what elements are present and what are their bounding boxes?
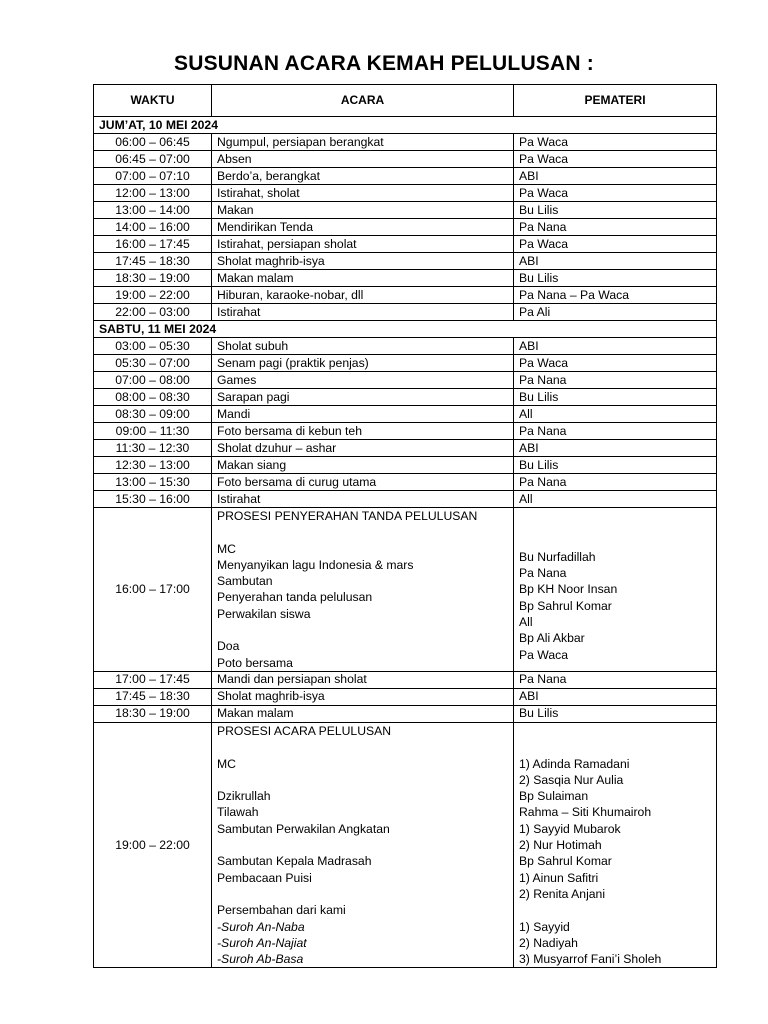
event-cell: Istirahat, persiapan sholat — [212, 236, 514, 253]
event-line: Doa — [217, 639, 240, 654]
time-cell: 05:30 – 07:00 — [94, 355, 212, 372]
time-cell: 06:45 – 07:00 — [94, 151, 212, 168]
time-cell: 07:00 – 08:00 — [94, 372, 212, 389]
time-cell: 09:00 – 11:30 — [94, 423, 212, 440]
event-line: -Suroh An-Najiat — [217, 935, 307, 950]
event-cell: Sholat maghrib-isya — [212, 688, 514, 705]
event-cell: Mendirikan Tenda — [212, 219, 514, 236]
time-cell: 11:30 – 12:30 — [94, 440, 212, 457]
speaker-cell: Pa Waca — [514, 151, 717, 168]
speaker-list-cell — [514, 508, 717, 672]
event-cell: Mandi — [212, 406, 514, 423]
event-cell: Games — [212, 372, 514, 389]
header-acara: ACARA — [212, 85, 514, 117]
time-cell: 12:00 – 13:00 — [94, 185, 212, 202]
event-list-cell — [212, 508, 514, 672]
schedule-row — [94, 151, 717, 168]
speaker-line: Bp Ali Akbar — [519, 631, 585, 646]
event-line: Penyerahan tanda pelulusan — [217, 590, 373, 605]
schedule-table — [93, 84, 717, 968]
speaker-line: Bu Nurfadillah — [519, 549, 596, 564]
line-gap — [519, 739, 711, 755]
line-gap — [217, 622, 508, 638]
speaker-line: Bp KH Noor Insan — [519, 582, 618, 597]
speaker-cell: Pa Waca — [514, 236, 717, 253]
speaker-cell: Pa Ali — [514, 304, 717, 321]
speaker-cell: Pa Nana – Pa Waca — [514, 287, 717, 304]
line-gap — [217, 739, 508, 755]
line-gap — [217, 772, 508, 788]
schedule-row — [94, 457, 717, 474]
speaker-line: All — [519, 614, 533, 629]
time-cell: 03:00 – 05:30 — [94, 338, 212, 355]
schedule-row — [94, 219, 717, 236]
day-label: JUM’AT, 10 MEI 2024 — [94, 117, 717, 134]
event-cell: Makan malam — [212, 270, 514, 287]
schedule-row — [94, 372, 717, 389]
speaker-cell: ABI — [514, 440, 717, 457]
schedule-row — [94, 389, 717, 406]
time-cell: 07:00 – 07:10 — [94, 168, 212, 185]
time-cell: 22:00 – 03:00 — [94, 304, 212, 321]
event-line: Perwakilan siswa — [217, 606, 311, 621]
header-waktu: WAKTU — [94, 85, 212, 117]
speaker-line: 1) Sayyid Mubarok — [519, 821, 621, 836]
event-cell: Istirahat — [212, 304, 514, 321]
event-cell: Sholat subuh — [212, 338, 514, 355]
event-cell: Makan siang — [212, 457, 514, 474]
event-cell: Foto bersama di kebun teh — [212, 423, 514, 440]
document-title: SUSUNAN ACARA KEMAH PELULUSAN : — [174, 52, 594, 75]
schedule-row — [94, 688, 717, 705]
time-cell: 19:00 – 22:00 — [94, 722, 212, 967]
event-line: MC — [217, 541, 236, 556]
program-block-row — [94, 722, 717, 967]
event-cell: Foto bersama di curug utama — [212, 474, 514, 491]
speaker-cell: ABI — [514, 688, 717, 705]
event-line: Sambutan — [217, 574, 273, 589]
speaker-cell: ABI — [514, 253, 717, 270]
event-line: Sambutan Kepala Madrasah — [217, 854, 372, 869]
event-line: Dzikrullah — [217, 789, 271, 804]
event-line: Sambutan Perwakilan Angkatan — [217, 821, 390, 836]
schedule-row — [94, 705, 717, 722]
speaker-cell: All — [514, 491, 717, 508]
schedule-row — [94, 185, 717, 202]
header-row — [94, 85, 717, 117]
schedule-row — [94, 270, 717, 287]
speaker-cell: Pa Nana — [514, 219, 717, 236]
line-gap — [217, 837, 508, 853]
speaker-line: 1) Sayyid — [519, 919, 570, 934]
time-cell: 08:30 – 09:00 — [94, 406, 212, 423]
speaker-line: 2) Nur Hotimah — [519, 838, 602, 853]
speaker-line: Bp Sahrul Komar — [519, 598, 612, 613]
time-cell: 16:00 – 17:00 — [94, 508, 212, 672]
line-gap — [217, 524, 508, 540]
speaker-line: Rahma – Siti Khumairoh — [519, 805, 652, 820]
schedule-row — [94, 202, 717, 219]
schedule-body — [94, 117, 717, 968]
day-header-row — [94, 321, 717, 338]
speaker-cell: All — [514, 406, 717, 423]
schedule-row — [94, 338, 717, 355]
time-cell: 18:30 – 19:00 — [94, 270, 212, 287]
speaker-cell: Pa Waca — [514, 355, 717, 372]
schedule-row — [94, 236, 717, 253]
event-line: -Suroh Ab-Basa — [217, 952, 304, 967]
speaker-cell: Bu Lilis — [514, 389, 717, 406]
schedule-row — [94, 134, 717, 151]
event-cell: Berdo’a, berangkat — [212, 168, 514, 185]
event-cell: Istirahat — [212, 491, 514, 508]
day-label: SABTU, 11 MEI 2024 — [94, 321, 717, 338]
speaker-cell: Pa Nana — [514, 372, 717, 389]
time-cell: 17:45 – 18:30 — [94, 688, 212, 705]
schedule-row — [94, 287, 717, 304]
speaker-cell: Pa Nana — [514, 423, 717, 440]
speaker-cell: Bu Lilis — [514, 270, 717, 287]
event-list-cell — [212, 722, 514, 967]
line-gap — [217, 886, 508, 902]
time-cell: 19:00 – 22:00 — [94, 287, 212, 304]
speaker-line: 2) Renita Anjani — [519, 886, 606, 901]
speaker-cell: Bu Lilis — [514, 202, 717, 219]
schedule-row — [94, 406, 717, 423]
time-cell: 13:00 – 15:30 — [94, 474, 212, 491]
schedule-row — [94, 491, 717, 508]
speaker-line: 1) Ainun Safitri — [519, 870, 599, 885]
speaker-list-cell — [514, 722, 717, 967]
event-line: Pembacaan Puisi — [217, 870, 312, 885]
schedule-row — [94, 440, 717, 457]
event-line: Tilawah — [217, 805, 259, 820]
event-block-title: PROSESI ACARA PELULUSAN — [217, 723, 392, 738]
time-cell: 17:00 – 17:45 — [94, 671, 212, 688]
time-cell: 13:00 – 14:00 — [94, 202, 212, 219]
event-cell: Makan malam — [212, 705, 514, 722]
event-cell: Sholat dzuhur – ashar — [212, 440, 514, 457]
speaker-cell: Bu Lilis — [514, 457, 717, 474]
event-line: Persembahan dari kami — [217, 903, 346, 918]
time-cell: 16:00 – 17:45 — [94, 236, 212, 253]
speaker-cell: ABI — [514, 168, 717, 185]
speaker-cell: ABI — [514, 338, 717, 355]
event-line: Menyanyikan lagu Indonesia & mars — [217, 557, 414, 572]
line-gap — [519, 532, 711, 548]
speaker-line: Bp Sahrul Komar — [519, 854, 612, 869]
speaker-line: Pa Nana — [519, 566, 567, 581]
event-cell: Sarapan pagi — [212, 389, 514, 406]
line-gap — [519, 723, 711, 739]
speaker-line: 2) Sasqia Nur Aulia — [519, 772, 624, 787]
event-line: MC — [217, 756, 236, 771]
event-line: -Suroh An-Naba — [217, 919, 305, 934]
speaker-line: 1) Adinda Ramadani — [519, 756, 630, 771]
event-cell: Istirahat, sholat — [212, 185, 514, 202]
speaker-cell: Bu Lilis — [514, 705, 717, 722]
header-pemateri: PEMATERI — [514, 85, 717, 117]
line-gap — [519, 516, 711, 532]
event-cell: Mandi dan persiapan sholat — [212, 671, 514, 688]
program-block-row — [94, 508, 717, 672]
time-cell: 15:30 – 16:00 — [94, 491, 212, 508]
time-cell: 17:45 – 18:30 — [94, 253, 212, 270]
event-line: Poto bersama — [217, 655, 293, 670]
line-gap — [519, 902, 711, 918]
schedule-row — [94, 168, 717, 185]
time-cell: 06:00 – 06:45 — [94, 134, 212, 151]
time-cell: 18:30 – 19:00 — [94, 705, 212, 722]
event-cell: Ngumpul, persiapan berangkat — [212, 134, 514, 151]
day-header-row — [94, 117, 717, 134]
schedule-row — [94, 671, 717, 688]
event-cell: Makan — [212, 202, 514, 219]
event-block-title: PROSESI PENYERAHAN TANDA PELULUSAN — [217, 509, 478, 523]
speaker-line: Pa Waca — [519, 647, 568, 662]
speaker-line: 3) Musyarrof Fani’i Sholeh — [519, 952, 662, 967]
schedule-row — [94, 304, 717, 321]
speaker-cell: Pa Waca — [514, 185, 717, 202]
speaker-line: 2) Nadiyah — [519, 935, 578, 950]
speaker-cell: Pa Nana — [514, 671, 717, 688]
speaker-line: Bp Sulaiman — [519, 789, 589, 804]
speaker-cell: Pa Waca — [514, 134, 717, 151]
schedule-row — [94, 253, 717, 270]
event-cell: Hiburan, karaoke-nobar, dll — [212, 287, 514, 304]
event-cell: Absen — [212, 151, 514, 168]
time-cell: 14:00 – 16:00 — [94, 219, 212, 236]
schedule-row — [94, 423, 717, 440]
speaker-cell: Pa Nana — [514, 474, 717, 491]
time-cell: 08:00 – 08:30 — [94, 389, 212, 406]
event-cell: Sholat maghrib-isya — [212, 253, 514, 270]
time-cell: 12:30 – 13:00 — [94, 457, 212, 474]
schedule-row — [94, 355, 717, 372]
schedule-row — [94, 474, 717, 491]
event-cell: Senam pagi (praktik penjas) — [212, 355, 514, 372]
